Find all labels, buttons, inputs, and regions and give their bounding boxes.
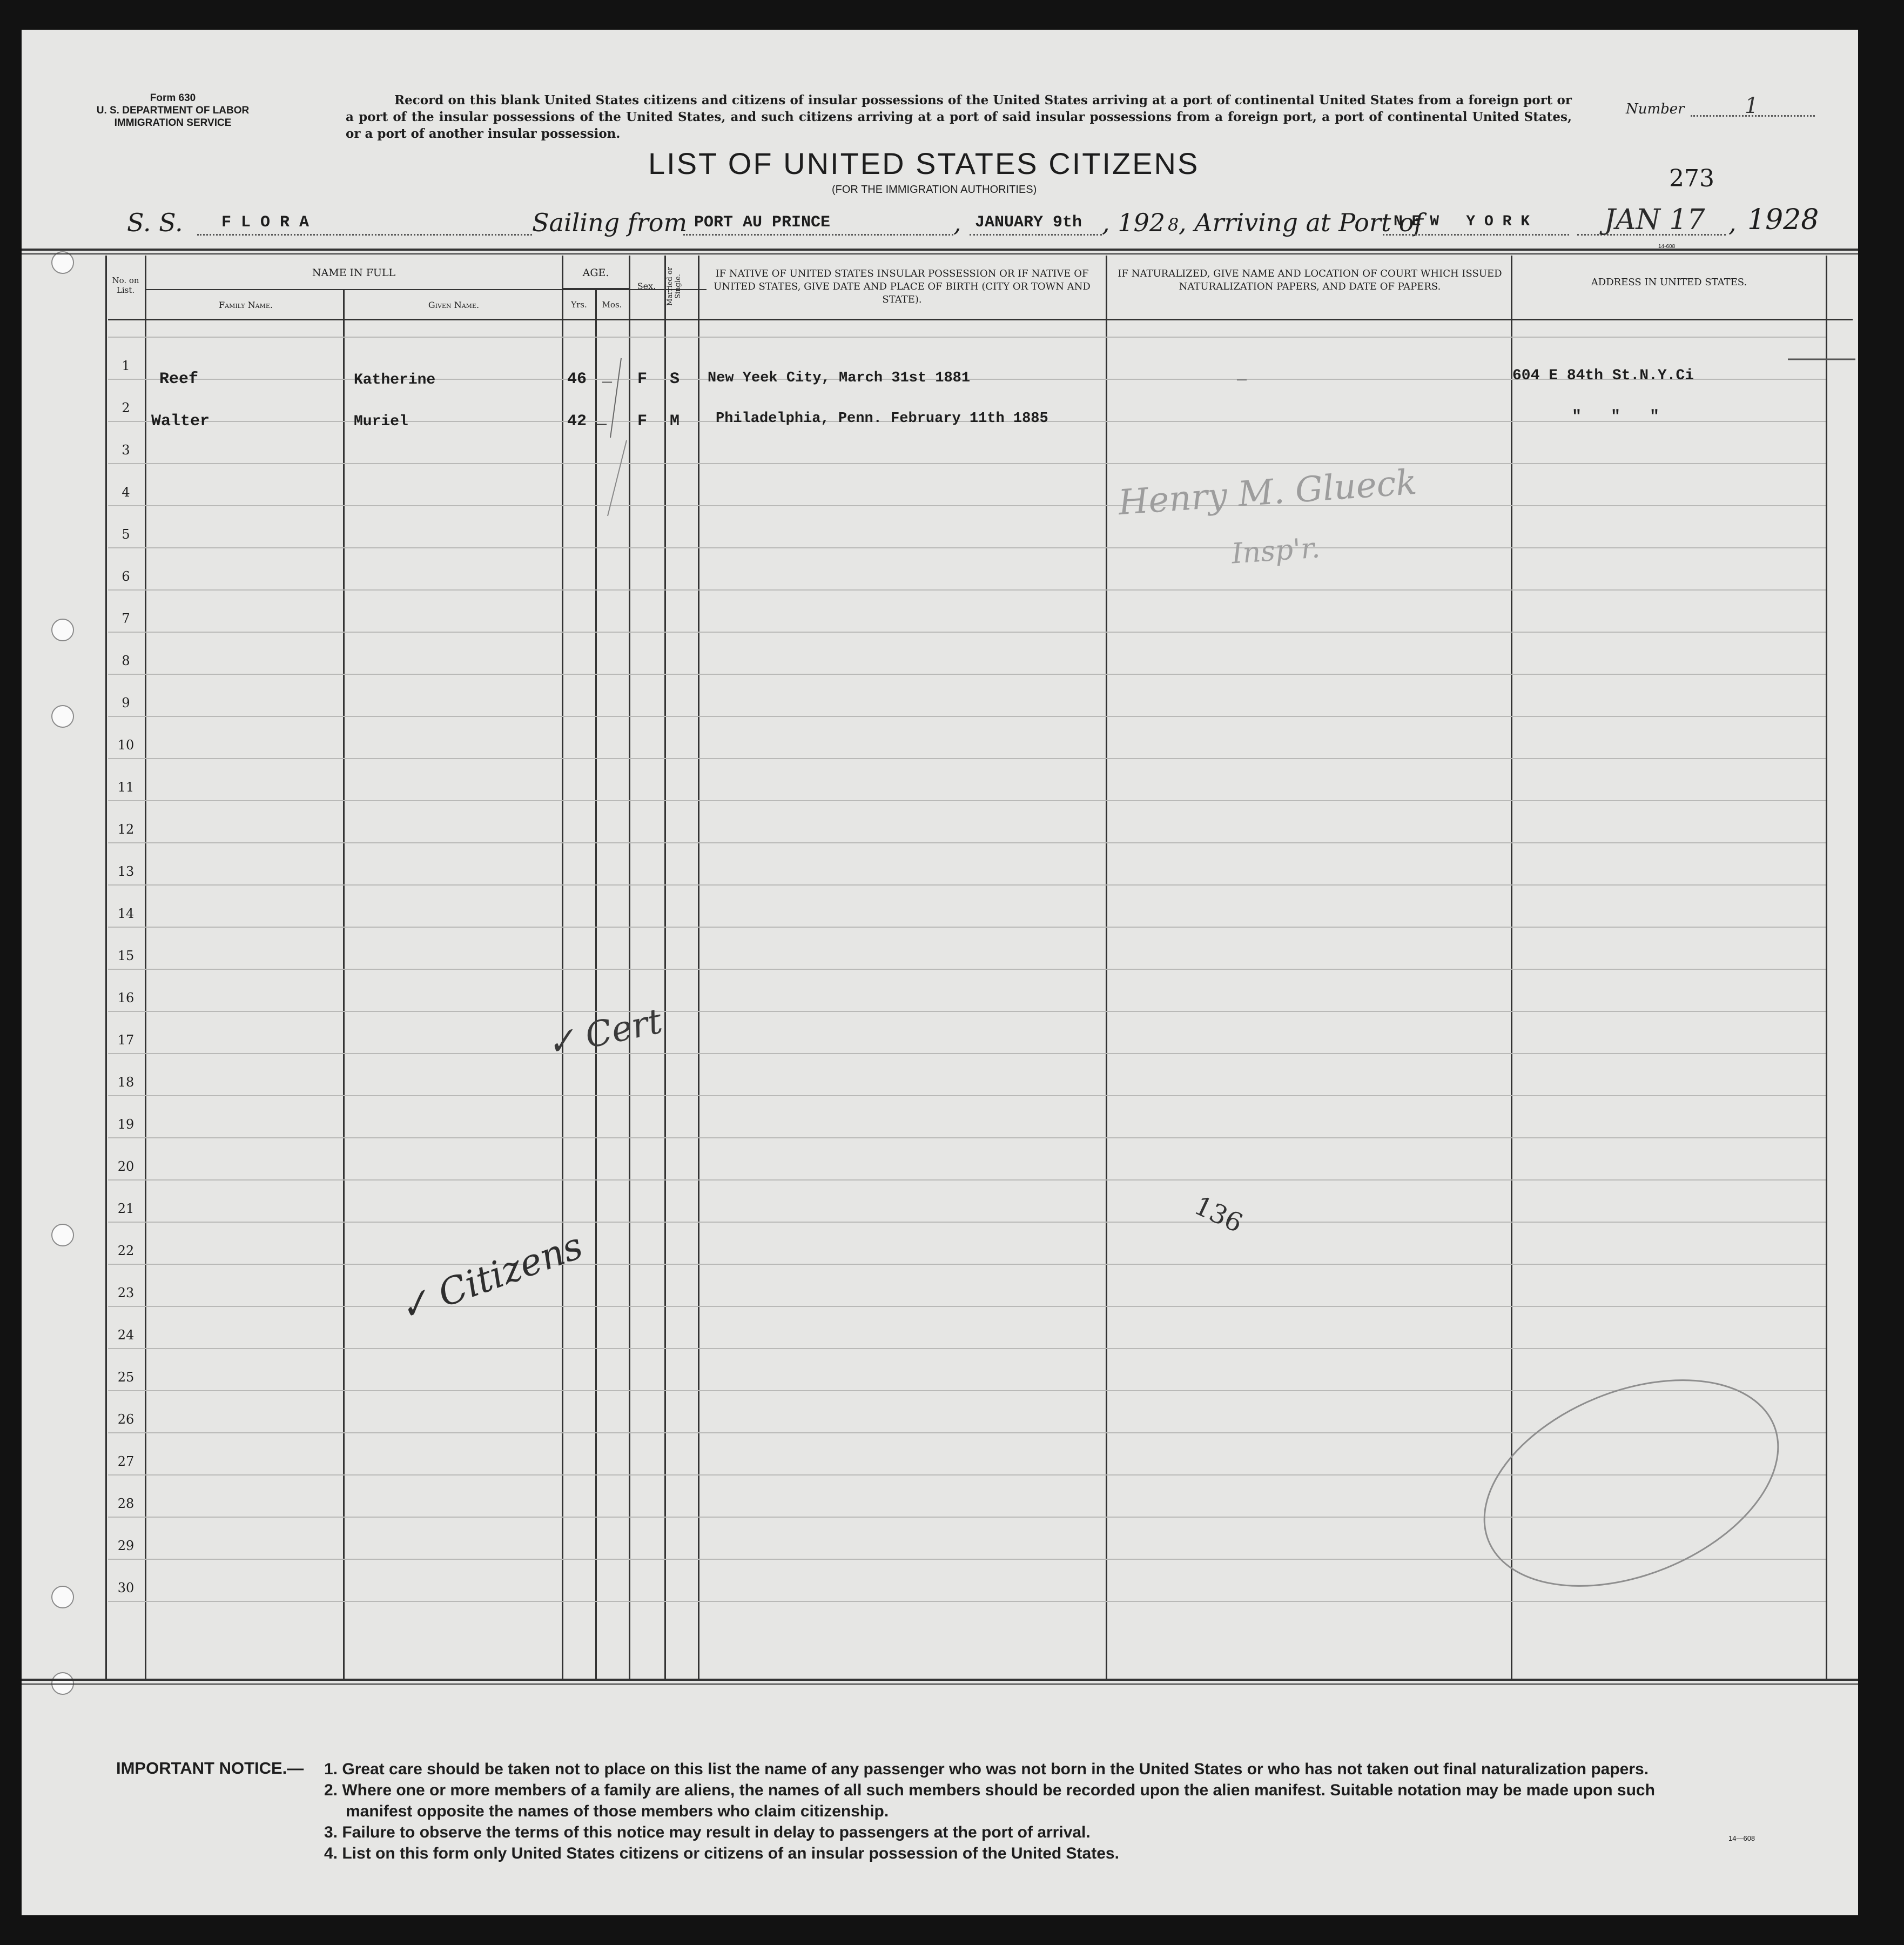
date-from: JANUARY 9th bbox=[975, 213, 1082, 232]
entry-birth: New Yeek City, March 31st 1881 bbox=[708, 370, 971, 386]
row-number: 24 bbox=[117, 1327, 134, 1343]
comma-sep: , bbox=[953, 208, 961, 237]
row-number: 7 bbox=[122, 611, 130, 626]
col-header-married: Married or Single. bbox=[666, 267, 682, 306]
pencil-stroke bbox=[610, 358, 621, 438]
entry-age-years: 46 bbox=[567, 370, 587, 388]
row-number: 16 bbox=[117, 990, 134, 1005]
row-number: 23 bbox=[117, 1285, 134, 1300]
row-number: 25 bbox=[117, 1370, 134, 1385]
page-subtitle: (FOR THE IMMIGRATION AUTHORITIES) bbox=[832, 184, 1037, 196]
row-number: 13 bbox=[117, 864, 134, 879]
notice-item: 4. List on this form only United States citizens or citizens of an insular possession of the United States. bbox=[324, 1845, 1119, 1862]
arrival-year: 1928 bbox=[1747, 204, 1819, 236]
arrival-date: JAN 17 bbox=[1604, 204, 1705, 236]
entry-given-name: Katherine bbox=[354, 372, 436, 388]
col-header-address: ADDRESS IN UNITED STATES. bbox=[1591, 277, 1747, 288]
entry-birth: Philadelphia, Penn. February 11th 1885 bbox=[716, 411, 1048, 427]
inspector-title: Insp'r. bbox=[1230, 532, 1321, 571]
service-name: IMMIGRATION SERVICE bbox=[114, 117, 232, 129]
row-number: 3 bbox=[122, 442, 130, 458]
col-header-naturalized: IF NATURALIZED, GIVE NAME AND LOCATION OF COURT WHICH ISSUED NATURALIZATION PAPERS, AND DATE OF PAPERS. bbox=[1118, 268, 1502, 292]
row-number: 8 bbox=[122, 653, 130, 668]
notice-item: manifest opposite the names of those members who claim citizenship. bbox=[346, 1802, 889, 1820]
col-header-mos: Mos. bbox=[602, 300, 622, 310]
row-number: 30 bbox=[117, 1580, 134, 1595]
row-number: 21 bbox=[117, 1201, 134, 1216]
row-number: 15 bbox=[117, 948, 134, 963]
row-number: 20 bbox=[117, 1159, 134, 1174]
row-number: 12 bbox=[117, 822, 134, 837]
number-label: Number bbox=[1626, 101, 1685, 117]
col-header-native: IF NATIVE OF UNITED STATES INSULAR POSSESSION OR IF NATIVE OF UNITED STATES, GIVE DATE AND PLACE OF BIRTH (CITY OR TOWN AND STATE). bbox=[714, 268, 1091, 305]
entry-address: " " " bbox=[1572, 408, 1660, 426]
inspector-signature: Henry M. Glueck bbox=[1117, 462, 1418, 524]
sailing-from-label: Sailing from bbox=[532, 208, 688, 237]
printer-code: 14-608 bbox=[1658, 244, 1676, 250]
col-header-sex: Sex. bbox=[637, 281, 656, 291]
number-value: 1 bbox=[1745, 93, 1759, 118]
col-header-family: Family Name. bbox=[219, 300, 273, 310]
row-number: 14 bbox=[117, 906, 134, 921]
instructions-text: Record on this blank United States citizens and citizens of insular possessions of the United States arriving at a port of continental United States from a foreign port or a port of the insular possessions of the United States, and such citizens arriving at a port of said insular possessions from a foreign port, a port of continental United States, or a port of another insular possession. bbox=[346, 93, 1572, 141]
col-header-name-in-full: NAME IN FULL bbox=[312, 267, 396, 279]
entry-marital-status: M bbox=[670, 412, 680, 431]
pencil-circle bbox=[1454, 1340, 1808, 1626]
port-from: PORT AU PRINCE bbox=[694, 213, 831, 232]
entry-age-years: 42 bbox=[567, 412, 587, 431]
year-suffix: 8 bbox=[1168, 214, 1179, 235]
row-number: 22 bbox=[117, 1243, 134, 1258]
form-number: Form 630 bbox=[150, 92, 196, 104]
row-number: 28 bbox=[117, 1496, 134, 1511]
arriving-label: , Arriving at Port of bbox=[1179, 208, 1423, 237]
notice-heading: IMPORTANT NOTICE.— bbox=[116, 1759, 304, 1778]
pencil-stroke bbox=[608, 440, 627, 516]
entry-marital-status: S bbox=[670, 370, 680, 388]
entry-family-name: Walter bbox=[151, 412, 210, 431]
comma-sep: , bbox=[1728, 208, 1737, 237]
col-header-yrs: Yrs. bbox=[571, 300, 587, 310]
col-header-age: AGE. bbox=[582, 267, 609, 279]
row-number: 9 bbox=[122, 695, 130, 710]
notice-item: 2. Where one or more members of a family are aliens, the names of all such members should be recorded upon the alien manifest. Suitable notation may be made upon such bbox=[324, 1781, 1655, 1799]
entry-sex: F bbox=[637, 370, 648, 388]
row-number: 10 bbox=[117, 737, 134, 753]
ship-name: F L O R A bbox=[221, 213, 310, 232]
footer-code: 14—608 bbox=[1728, 1834, 1755, 1842]
stamp-number-136: 136 bbox=[1189, 1190, 1248, 1239]
entry-family-name: Reef bbox=[159, 370, 199, 388]
cert-mark: ✓ Cert bbox=[542, 1001, 666, 1065]
citizens-mark: ✓ Citizens bbox=[393, 1224, 588, 1331]
row-number: 11 bbox=[117, 780, 134, 795]
page-title: LIST OF UNITED STATES CITIZENS bbox=[648, 146, 1200, 180]
row-number: 18 bbox=[117, 1075, 134, 1090]
entry-naturalized: _ bbox=[1237, 366, 1247, 384]
entry-sex: F bbox=[637, 412, 648, 431]
year-prefix: , 192 bbox=[1102, 208, 1166, 237]
row-number: 2 bbox=[122, 400, 130, 415]
row-number: 29 bbox=[117, 1538, 134, 1553]
department-name: U. S. DEPARTMENT OF LABOR bbox=[96, 105, 250, 116]
row-number: 6 bbox=[122, 569, 130, 584]
row-number: 27 bbox=[117, 1454, 134, 1469]
col-header-given: Given Name. bbox=[428, 300, 480, 310]
entry-age-months: _ bbox=[602, 368, 613, 386]
row-number: 17 bbox=[117, 1032, 134, 1048]
row-number: 19 bbox=[117, 1117, 134, 1132]
manifest-page bbox=[22, 30, 1858, 1915]
entry-given-name: Muriel bbox=[354, 413, 408, 430]
notice-item: 3. Failure to observe the terms of this notice may result in delay to passengers at the port of arrival. bbox=[324, 1823, 1091, 1841]
row-number: 1 bbox=[122, 358, 130, 373]
entry-address: 604 E 84th St.N.Y.Ci bbox=[1512, 367, 1694, 384]
col-header-no: No. on List. bbox=[112, 276, 139, 295]
pencil-marks bbox=[22, 30, 1858, 1915]
entry-age-months: _ bbox=[597, 410, 607, 428]
notice-items bbox=[324, 1759, 1655, 1864]
row-number: 5 bbox=[122, 527, 130, 542]
page-stamp-number: 273 bbox=[1669, 165, 1714, 192]
port-to: N E W Y O R K bbox=[1394, 213, 1530, 230]
row-number: 4 bbox=[122, 485, 130, 500]
notice-item: 1. Great care should be taken not to place on this list the name of any passenger who was not born in the United States or who has not taken out final naturalization papers. bbox=[324, 1760, 1649, 1778]
ss-label: S. S. bbox=[127, 208, 183, 237]
row-number: 26 bbox=[117, 1412, 134, 1427]
